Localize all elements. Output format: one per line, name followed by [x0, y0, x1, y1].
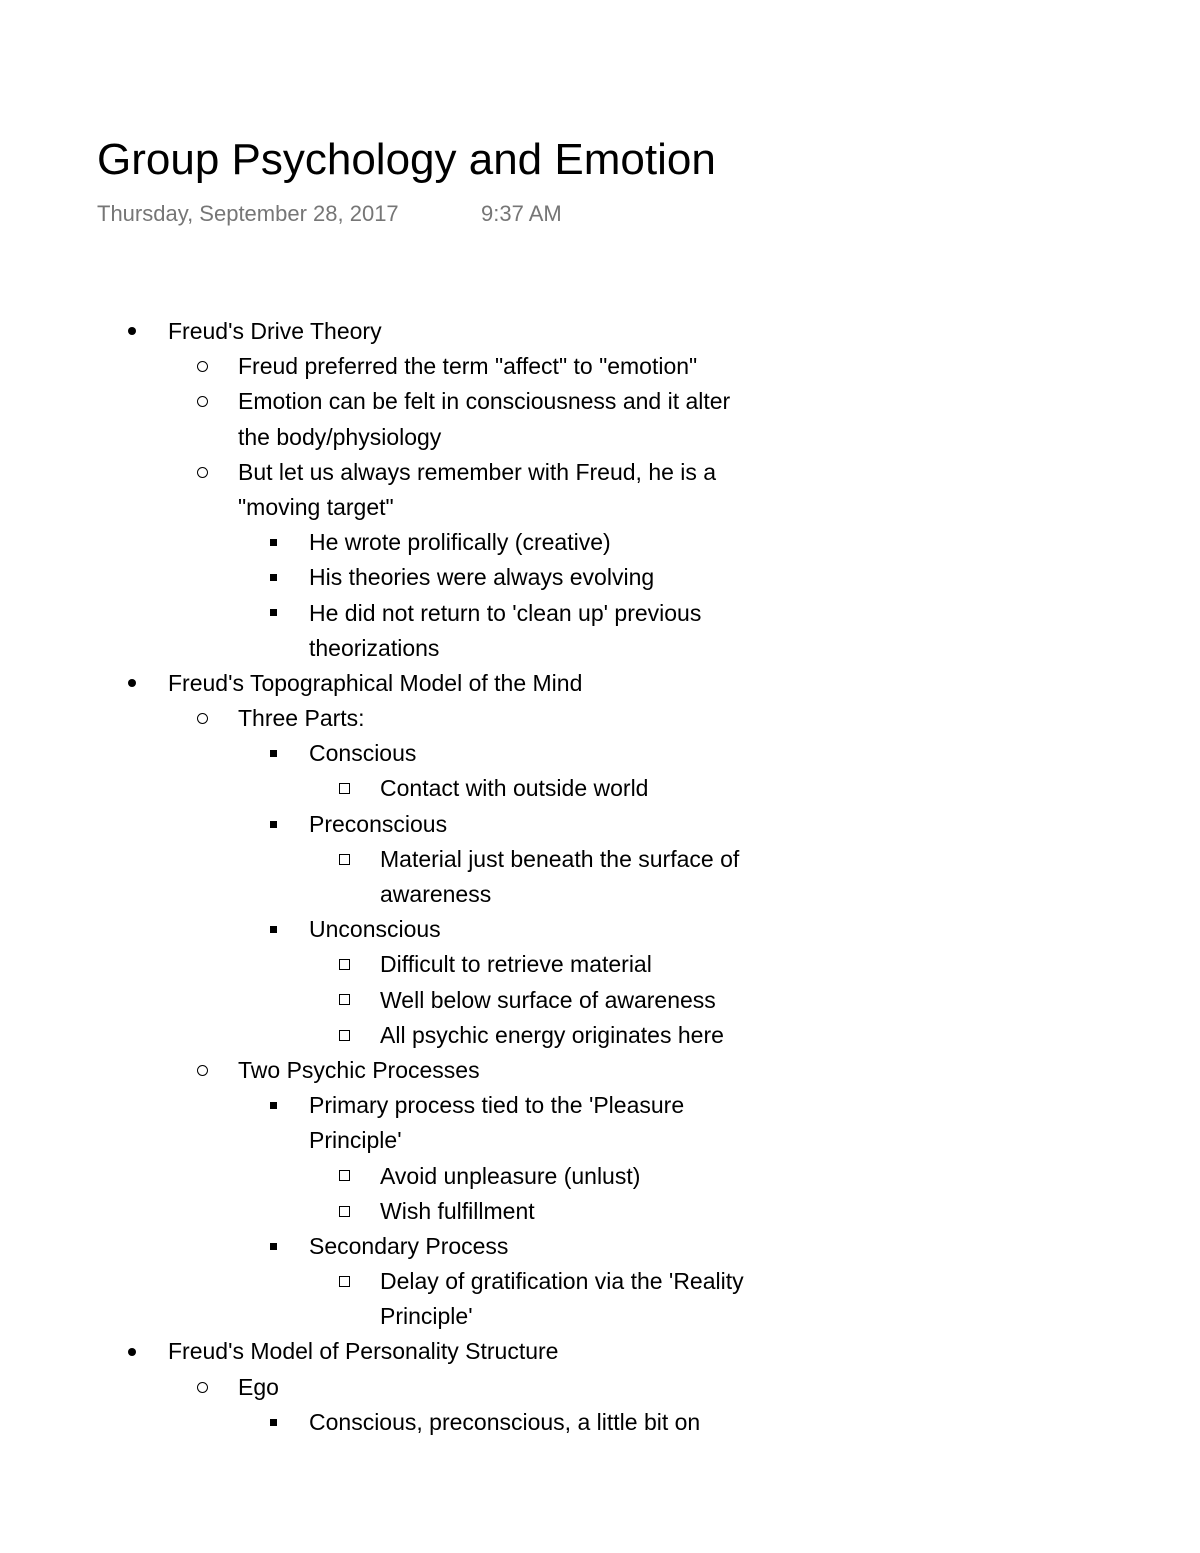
outline-line: [0, 560, 1200, 595]
outline-text: But let us always remember with Freud, he is a: [238, 458, 717, 485]
outline-line: [0, 1088, 1200, 1123]
outline-text: He did not return to 'clean up' previous: [309, 599, 702, 626]
outline-text: Principle': [309, 1127, 402, 1154]
outline-line: [0, 314, 1200, 349]
circle-bullet-icon: [190, 1053, 214, 1088]
outline-text: Secondary Process: [309, 1232, 509, 1259]
outline-line: [0, 525, 1200, 560]
circle-bullet-icon: [190, 701, 214, 736]
outline-line: [0, 455, 1200, 490]
outline-line: [0, 1370, 1200, 1405]
page-time: 9:37 AM: [481, 201, 562, 226]
outline-line: [0, 596, 1200, 631]
outline-text: "moving target": [238, 493, 394, 520]
outline-line: [0, 842, 1200, 877]
circle-bullet-icon: [190, 1370, 214, 1405]
outline-text: the body/physiology: [238, 423, 442, 450]
bullet-icon: [120, 314, 144, 349]
notes-outline: [0, 314, 1200, 1440]
outline-text: Principle': [380, 1303, 473, 1330]
outline-line: [0, 1018, 1200, 1053]
page-date: Thursday, September 28, 2017: [97, 201, 399, 226]
box-bullet-icon: [332, 1194, 356, 1229]
square-bullet-icon: [261, 525, 285, 560]
page-timestamp: [97, 199, 562, 229]
outline-text: Well below surface of awareness: [380, 986, 716, 1013]
outline-text: Difficult to retrieve material: [380, 951, 652, 978]
outline-text: theorizations: [309, 634, 440, 661]
outline-line: [0, 947, 1200, 982]
outline-text: Contact with outside world: [380, 775, 649, 802]
outline-line: [0, 912, 1200, 947]
outline-text: Conscious, preconscious, a little bit on: [309, 1408, 701, 1435]
outline-line: [0, 701, 1200, 736]
square-bullet-icon: [261, 596, 285, 631]
box-bullet-icon: [332, 842, 356, 877]
outline-text: Preconscious: [309, 810, 448, 837]
outline-line: [0, 1405, 1200, 1440]
box-bullet-icon: [332, 1159, 356, 1194]
outline-text: Freud's Topographical Model of the Mind: [168, 669, 583, 696]
outline-text: Unconscious: [309, 916, 441, 943]
outline-text: Conscious: [309, 740, 417, 767]
outline-line: [0, 1229, 1200, 1264]
circle-bullet-icon: [190, 455, 214, 490]
square-bullet-icon: [261, 560, 285, 595]
outline-text: Primary process tied to the 'Pleasure: [309, 1092, 685, 1119]
outline-line: [0, 1123, 1200, 1158]
square-bullet-icon: [261, 1405, 285, 1440]
outline-text: Wish fulfillment: [380, 1197, 535, 1224]
outline-line: [0, 384, 1200, 419]
box-bullet-icon: [332, 771, 356, 806]
box-bullet-icon: [332, 947, 356, 982]
outline-line: [0, 771, 1200, 806]
outline-text: Emotion can be felt in consciousness and it alter: [238, 388, 731, 415]
outline-line: [0, 1194, 1200, 1229]
box-bullet-icon: [332, 1018, 356, 1053]
outline-text: All psychic energy originates here: [380, 1021, 724, 1048]
outline-text: Avoid unpleasure (unlust): [380, 1162, 641, 1189]
outline-line: [0, 877, 1200, 912]
square-bullet-icon: [261, 736, 285, 771]
outline-line: [0, 1159, 1200, 1194]
outline-line: [0, 736, 1200, 771]
outline-line: [0, 983, 1200, 1018]
outline-text: Freud's Drive Theory: [168, 318, 382, 344]
outline-text: Material just beneath the surface of: [380, 845, 740, 872]
box-bullet-icon: [332, 983, 356, 1018]
outline-text: Two Psychic Processes: [238, 1056, 480, 1083]
outline-text: His theories were always evolving: [309, 564, 655, 591]
square-bullet-icon: [261, 912, 285, 947]
outline-text: Ego: [238, 1373, 279, 1400]
outline-line: [0, 631, 1200, 666]
outline-text: Three Parts:: [238, 705, 365, 732]
outline-line: [0, 1299, 1200, 1334]
outline-text: awareness: [380, 881, 492, 907]
square-bullet-icon: [261, 807, 285, 842]
outline-line: [0, 349, 1200, 384]
outline-line: [0, 807, 1200, 842]
outline-text: He wrote prolifically (creative): [309, 529, 611, 556]
bullet-icon: [120, 666, 144, 701]
square-bullet-icon: [261, 1088, 285, 1123]
outline-line: [0, 1264, 1200, 1299]
outline-text: Delay of gratification via the 'Reality: [380, 1268, 744, 1295]
circle-bullet-icon: [190, 349, 214, 384]
outline-line: [0, 1053, 1200, 1088]
box-bullet-icon: [332, 1264, 356, 1299]
outline-text: Freud's Model of Personality Structure: [168, 1338, 559, 1365]
page-title: Group Psychology and Emotion: [97, 135, 716, 184]
outline-text: Freud preferred the term "affect" to "emotion": [238, 353, 698, 380]
bullet-icon: [120, 1334, 144, 1369]
outline-line: [0, 420, 1200, 455]
square-bullet-icon: [261, 1229, 285, 1264]
outline-line: [0, 666, 1200, 701]
outline-line: [0, 490, 1200, 525]
outline-line: [0, 1334, 1200, 1369]
circle-bullet-icon: [190, 384, 214, 419]
